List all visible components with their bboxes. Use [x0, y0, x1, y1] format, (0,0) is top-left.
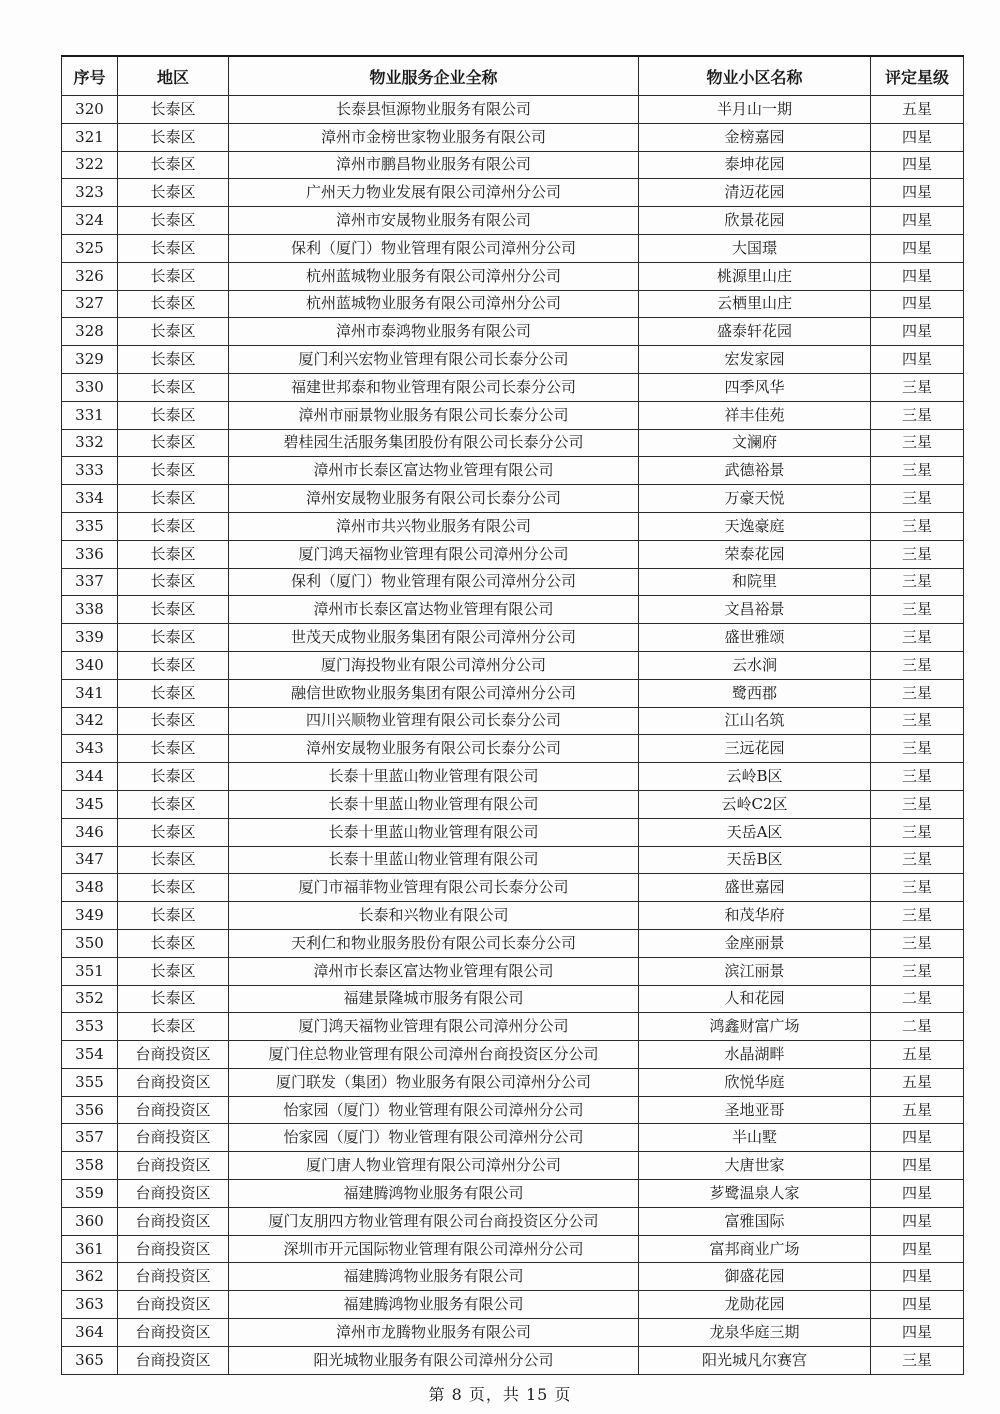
cell-community-name: 宏发家园: [639, 346, 871, 374]
cell-region: 长泰区: [118, 429, 229, 457]
cell-star-rating: 三星: [871, 707, 964, 735]
cell-star-rating: 三星: [871, 540, 964, 568]
cell-company-name: 漳州市共兴物业服务有限公司: [229, 512, 639, 540]
cell-region: 长泰区: [118, 457, 229, 485]
cell-community-name: 天岳B区: [639, 846, 871, 874]
cell-community-name: 人和花园: [639, 985, 871, 1013]
cell-serial-number: 346: [62, 818, 118, 846]
cell-community-name: 桃源里山庄: [639, 262, 871, 290]
cell-star-rating: 四星: [871, 1235, 964, 1263]
header-region: 地区: [118, 56, 229, 96]
cell-region: 长泰区: [118, 846, 229, 874]
cell-serial-number: 339: [62, 624, 118, 652]
cell-community-name: 阳光城凡尔赛宫: [639, 1346, 871, 1374]
cell-region: 台商投资区: [118, 1180, 229, 1208]
cell-community-name: 龙泉华庭三期: [639, 1319, 871, 1347]
table-header: [62, 56, 964, 96]
table-row: [62, 957, 964, 985]
cell-star-rating: 五星: [871, 96, 964, 124]
cell-region: 长泰区: [118, 96, 229, 124]
cell-serial-number: 357: [62, 1124, 118, 1152]
table-row: [62, 1180, 964, 1208]
cell-serial-number: 320: [62, 96, 118, 124]
cell-company-name: 厦门海投物业有限公司漳州分公司: [229, 651, 639, 679]
cell-region: 长泰区: [118, 707, 229, 735]
cell-community-name: 半月山一期: [639, 96, 871, 124]
cell-region: 台商投资区: [118, 1068, 229, 1096]
cell-star-rating: 四星: [871, 1291, 964, 1319]
cell-serial-number: 321: [62, 123, 118, 151]
cell-region: 长泰区: [118, 985, 229, 1013]
cell-community-name: 欣悦华庭: [639, 1068, 871, 1096]
cell-community-name: 盛泰轩花园: [639, 318, 871, 346]
cell-company-name: 怡家园（厦门）物业管理有限公司漳州分公司: [229, 1124, 639, 1152]
cell-community-name: 金座丽景: [639, 929, 871, 957]
table-row: [62, 679, 964, 707]
star-rating-table: [61, 55, 964, 1375]
cell-community-name: 祥丰佳苑: [639, 401, 871, 429]
cell-community-name: 文澜府: [639, 429, 871, 457]
cell-community-name: 武德裕景: [639, 457, 871, 485]
table-row: [62, 429, 964, 457]
cell-community-name: 大唐世家: [639, 1152, 871, 1180]
cell-serial-number: 343: [62, 735, 118, 763]
cell-community-name: 云岭C2区: [639, 790, 871, 818]
cell-serial-number: 329: [62, 346, 118, 374]
cell-community-name: 泰坤花园: [639, 151, 871, 179]
table-row: [62, 1152, 964, 1180]
cell-star-rating: 五星: [871, 1068, 964, 1096]
cell-company-name: 漳州安晟物业服务有限公司长泰分公司: [229, 735, 639, 763]
cell-serial-number: 337: [62, 568, 118, 596]
cell-company-name: 杭州蓝城物业服务有限公司漳州分公司: [229, 262, 639, 290]
cell-region: 长泰区: [118, 540, 229, 568]
cell-star-rating: 四星: [871, 151, 964, 179]
cell-serial-number: 345: [62, 790, 118, 818]
cell-serial-number: 354: [62, 1041, 118, 1069]
cell-star-rating: 三星: [871, 457, 964, 485]
cell-serial-number: 360: [62, 1207, 118, 1235]
cell-region: 台商投资区: [118, 1235, 229, 1263]
cell-community-name: 荣泰花园: [639, 540, 871, 568]
table-row: [62, 846, 964, 874]
cell-star-rating: 三星: [871, 651, 964, 679]
cell-company-name: 厦门鸿天福物业管理有限公司漳州分公司: [229, 1013, 639, 1041]
cell-region: 长泰区: [118, 596, 229, 624]
cell-company-name: 漳州市丽景物业服务有限公司长泰分公司: [229, 401, 639, 429]
cell-region: 长泰区: [118, 1013, 229, 1041]
cell-region: 长泰区: [118, 735, 229, 763]
cell-company-name: 漳州市安晟物业服务有限公司: [229, 207, 639, 235]
cell-community-name: 三远花园: [639, 735, 871, 763]
cell-company-name: 杭州蓝城物业服务有限公司漳州分公司: [229, 290, 639, 318]
cell-star-rating: 三星: [871, 763, 964, 791]
cell-community-name: 和茂华府: [639, 902, 871, 930]
cell-company-name: 深圳市开元国际物业管理有限公司漳州分公司: [229, 1235, 639, 1263]
cell-serial-number: 365: [62, 1346, 118, 1374]
cell-star-rating: 三星: [871, 679, 964, 707]
cell-star-rating: 四星: [871, 1319, 964, 1347]
cell-region: 长泰区: [118, 651, 229, 679]
cell-star-rating: 四星: [871, 262, 964, 290]
cell-serial-number: 324: [62, 207, 118, 235]
cell-serial-number: 328: [62, 318, 118, 346]
table-row: [62, 485, 964, 513]
table-row: [62, 790, 964, 818]
table-body: [62, 96, 964, 1375]
cell-region: 台商投资区: [118, 1152, 229, 1180]
table-row: [62, 735, 964, 763]
cell-serial-number: 364: [62, 1319, 118, 1347]
cell-serial-number: 350: [62, 929, 118, 957]
cell-region: 长泰区: [118, 234, 229, 262]
table-row: [62, 1207, 964, 1235]
table-row: [62, 373, 964, 401]
cell-serial-number: 356: [62, 1096, 118, 1124]
table-row: [62, 1041, 964, 1069]
cell-community-name: 云栖里山庄: [639, 290, 871, 318]
cell-company-name: 融信世欧物业服务集团有限公司漳州分公司: [229, 679, 639, 707]
cell-serial-number: 358: [62, 1152, 118, 1180]
table-row: [62, 401, 964, 429]
table-row: [62, 318, 964, 346]
cell-region: 长泰区: [118, 262, 229, 290]
table-row: [62, 179, 964, 207]
table-row: [62, 874, 964, 902]
cell-serial-number: 342: [62, 707, 118, 735]
table-row: [62, 346, 964, 374]
table-row: [62, 290, 964, 318]
table-row: [62, 96, 964, 124]
cell-company-name: 厦门鸿天福物业管理有限公司漳州分公司: [229, 540, 639, 568]
table-row: [62, 262, 964, 290]
cell-region: 长泰区: [118, 318, 229, 346]
cell-community-name: 御盛花园: [639, 1263, 871, 1291]
table-row: [62, 707, 964, 735]
table-row: [62, 596, 964, 624]
cell-community-name: 和院里: [639, 568, 871, 596]
cell-star-rating: 三星: [871, 929, 964, 957]
cell-company-name: 广州天力物业发展有限公司漳州分公司: [229, 179, 639, 207]
cell-serial-number: 347: [62, 846, 118, 874]
table-row: [62, 151, 964, 179]
cell-serial-number: 322: [62, 151, 118, 179]
cell-star-rating: 四星: [871, 1152, 964, 1180]
cell-serial-number: 344: [62, 763, 118, 791]
cell-company-name: 怡家园（厦门）物业管理有限公司漳州分公司: [229, 1096, 639, 1124]
cell-serial-number: 363: [62, 1291, 118, 1319]
cell-community-name: 水晶湖畔: [639, 1041, 871, 1069]
cell-community-name: 富雅国际: [639, 1207, 871, 1235]
cell-star-rating: 二星: [871, 985, 964, 1013]
cell-region: 长泰区: [118, 346, 229, 374]
cell-community-name: 鹭西郡: [639, 679, 871, 707]
cell-serial-number: 362: [62, 1263, 118, 1291]
cell-star-rating: 四星: [871, 1124, 964, 1152]
cell-community-name: 金榜嘉园: [639, 123, 871, 151]
cell-community-name: 清迈花园: [639, 179, 871, 207]
cell-company-name: 天利仁和物业服务股份有限公司长泰分公司: [229, 929, 639, 957]
header-company-name: 物业服务企业全称: [229, 56, 639, 96]
table-row: [62, 902, 964, 930]
cell-community-name: 滨江丽景: [639, 957, 871, 985]
page-number-footer: 第 8 页，共 15 页: [428, 1385, 572, 1404]
cell-region: 长泰区: [118, 179, 229, 207]
cell-star-rating: 三星: [871, 790, 964, 818]
cell-company-name: 福建腾鸿物业服务有限公司: [229, 1291, 639, 1319]
header-row: [62, 56, 964, 96]
cell-community-name: 芗鹭温泉人家: [639, 1180, 871, 1208]
cell-star-rating: 五星: [871, 1096, 964, 1124]
cell-company-name: 福建世邦泰和物业管理有限公司长泰分公司: [229, 373, 639, 401]
cell-serial-number: 352: [62, 985, 118, 1013]
cell-company-name: 长泰十里蓝山物业管理有限公司: [229, 818, 639, 846]
table-row: [62, 1013, 964, 1041]
cell-serial-number: 351: [62, 957, 118, 985]
table-row: [62, 985, 964, 1013]
cell-star-rating: 三星: [871, 846, 964, 874]
cell-community-name: 天逸豪庭: [639, 512, 871, 540]
cell-company-name: 长泰和兴物业有限公司: [229, 902, 639, 930]
cell-community-name: 半山墅: [639, 1124, 871, 1152]
cell-serial-number: 333: [62, 457, 118, 485]
cell-company-name: 保利（厦门）物业管理有限公司漳州分公司: [229, 234, 639, 262]
cell-community-name: 文昌裕景: [639, 596, 871, 624]
cell-company-name: 长泰十里蓝山物业管理有限公司: [229, 846, 639, 874]
cell-community-name: 大国璟: [639, 234, 871, 262]
cell-region: 长泰区: [118, 929, 229, 957]
table-row: [62, 1235, 964, 1263]
cell-region: 长泰区: [118, 790, 229, 818]
cell-company-name: 厦门住总物业管理有限公司漳州台商投资区分公司: [229, 1041, 639, 1069]
cell-company-name: 长泰十里蓝山物业管理有限公司: [229, 790, 639, 818]
cell-region: 长泰区: [118, 763, 229, 791]
header-community-name: 物业小区名称: [639, 56, 871, 96]
cell-star-rating: 四星: [871, 1180, 964, 1208]
cell-company-name: 漳州安晟物业服务有限公司长泰分公司: [229, 485, 639, 513]
cell-star-rating: 四星: [871, 234, 964, 262]
cell-company-name: 厦门唐人物业管理有限公司漳州分公司: [229, 1152, 639, 1180]
cell-region: 台商投资区: [118, 1319, 229, 1347]
cell-region: 长泰区: [118, 679, 229, 707]
cell-company-name: 漳州市金榜世家物业服务有限公司: [229, 123, 639, 151]
cell-community-name: 四季风华: [639, 373, 871, 401]
cell-community-name: 江山名筑: [639, 707, 871, 735]
cell-community-name: 圣地亚哥: [639, 1096, 871, 1124]
cell-serial-number: 355: [62, 1068, 118, 1096]
cell-company-name: 厦门市福菲物业管理有限公司长泰分公司: [229, 874, 639, 902]
cell-company-name: 长泰县恒源物业服务有限公司: [229, 96, 639, 124]
cell-community-name: 云水涧: [639, 651, 871, 679]
cell-community-name: 天岳A区: [639, 818, 871, 846]
table-row: [62, 123, 964, 151]
cell-serial-number: 353: [62, 1013, 118, 1041]
cell-star-rating: 五星: [871, 1041, 964, 1069]
cell-company-name: 漳州市泰鸿物业服务有限公司: [229, 318, 639, 346]
cell-company-name: 厦门联发（集团）物业服务有限公司漳州分公司: [229, 1068, 639, 1096]
cell-star-rating: 三星: [871, 957, 964, 985]
table-row: [62, 624, 964, 652]
cell-region: 长泰区: [118, 818, 229, 846]
cell-region: 台商投资区: [118, 1291, 229, 1319]
cell-serial-number: 359: [62, 1180, 118, 1208]
cell-region: 长泰区: [118, 624, 229, 652]
table-row: [62, 929, 964, 957]
table-row: [62, 763, 964, 791]
cell-company-name: 漳州市长泰区富达物业管理有限公司: [229, 596, 639, 624]
table-row: [62, 1291, 964, 1319]
table-row: [62, 207, 964, 235]
cell-company-name: 四川兴顺物业管理有限公司长泰分公司: [229, 707, 639, 735]
cell-serial-number: 361: [62, 1235, 118, 1263]
cell-serial-number: 326: [62, 262, 118, 290]
cell-star-rating: 三星: [871, 874, 964, 902]
table-row: [62, 1096, 964, 1124]
cell-region: 长泰区: [118, 373, 229, 401]
cell-star-rating: 三星: [871, 1346, 964, 1374]
cell-star-rating: 四星: [871, 290, 964, 318]
cell-serial-number: 325: [62, 234, 118, 262]
table-row: [62, 234, 964, 262]
cell-region: 长泰区: [118, 151, 229, 179]
cell-star-rating: 三星: [871, 596, 964, 624]
cell-company-name: 世茂天成物业服务集团有限公司漳州分公司: [229, 624, 639, 652]
cell-community-name: 云岭B区: [639, 763, 871, 791]
cell-region: 长泰区: [118, 902, 229, 930]
cell-serial-number: 332: [62, 429, 118, 457]
table-row: [62, 512, 964, 540]
cell-company-name: 漳州市长泰区富达物业管理有限公司: [229, 457, 639, 485]
table-row: [62, 568, 964, 596]
cell-company-name: 福建景隆城市服务有限公司: [229, 985, 639, 1013]
cell-company-name: 碧桂园生活服务集团股份有限公司长泰分公司: [229, 429, 639, 457]
cell-serial-number: 341: [62, 679, 118, 707]
cell-region: 长泰区: [118, 207, 229, 235]
cell-star-rating: 三星: [871, 735, 964, 763]
cell-serial-number: 323: [62, 179, 118, 207]
cell-star-rating: 三星: [871, 429, 964, 457]
cell-star-rating: 三星: [871, 485, 964, 513]
cell-star-rating: 四星: [871, 318, 964, 346]
table-row: [62, 1263, 964, 1291]
cell-company-name: 漳州市鹏昌物业服务有限公司: [229, 151, 639, 179]
cell-region: 台商投资区: [118, 1346, 229, 1374]
cell-star-rating: 四星: [871, 346, 964, 374]
cell-region: 台商投资区: [118, 1124, 229, 1152]
cell-company-name: 保利（厦门）物业管理有限公司漳州分公司: [229, 568, 639, 596]
cell-company-name: 长泰十里蓝山物业管理有限公司: [229, 763, 639, 791]
cell-star-rating: 三星: [871, 512, 964, 540]
cell-star-rating: 二星: [871, 1013, 964, 1041]
cell-community-name: 盛世雅颂: [639, 624, 871, 652]
cell-serial-number: 340: [62, 651, 118, 679]
cell-star-rating: 四星: [871, 179, 964, 207]
cell-company-name: 厦门利兴宏物业管理有限公司长泰分公司: [229, 346, 639, 374]
cell-region: 台商投资区: [118, 1096, 229, 1124]
cell-star-rating: 四星: [871, 1207, 964, 1235]
cell-serial-number: 336: [62, 540, 118, 568]
table-row: [62, 1346, 964, 1374]
cell-region: 台商投资区: [118, 1041, 229, 1069]
cell-company-name: 福建腾鸿物业服务有限公司: [229, 1263, 639, 1291]
cell-serial-number: 349: [62, 902, 118, 930]
cell-star-rating: 四星: [871, 1263, 964, 1291]
cell-region: 长泰区: [118, 874, 229, 902]
cell-serial-number: 338: [62, 596, 118, 624]
header-star-rating: 评定星级: [871, 56, 964, 96]
cell-serial-number: 335: [62, 512, 118, 540]
cell-community-name: 万豪天悦: [639, 485, 871, 513]
table-row: [62, 540, 964, 568]
cell-region: 长泰区: [118, 485, 229, 513]
table-row: [62, 1068, 964, 1096]
cell-company-name: 阳光城物业服务有限公司漳州分公司: [229, 1346, 639, 1374]
cell-region: 长泰区: [118, 568, 229, 596]
cell-serial-number: 330: [62, 373, 118, 401]
cell-community-name: 盛世嘉园: [639, 874, 871, 902]
cell-serial-number: 348: [62, 874, 118, 902]
cell-community-name: 富邦商业广场: [639, 1235, 871, 1263]
cell-star-rating: 三星: [871, 624, 964, 652]
cell-region: 长泰区: [118, 290, 229, 318]
cell-star-rating: 三星: [871, 401, 964, 429]
cell-community-name: 龙勋花园: [639, 1291, 871, 1319]
cell-company-name: 厦门友朋四方物业管理有限公司台商投资区分公司: [229, 1207, 639, 1235]
cell-community-name: 欣景花园: [639, 207, 871, 235]
cell-serial-number: 334: [62, 485, 118, 513]
cell-region: 长泰区: [118, 401, 229, 429]
table-row: [62, 457, 964, 485]
cell-star-rating: 三星: [871, 902, 964, 930]
cell-region: 长泰区: [118, 123, 229, 151]
cell-region: 长泰区: [118, 957, 229, 985]
cell-star-rating: 四星: [871, 123, 964, 151]
cell-star-rating: 三星: [871, 568, 964, 596]
cell-company-name: 漳州市长泰区富达物业管理有限公司: [229, 957, 639, 985]
table-row: [62, 1124, 964, 1152]
cell-star-rating: 四星: [871, 207, 964, 235]
cell-community-name: 鸿鑫财富广场: [639, 1013, 871, 1041]
cell-star-rating: 三星: [871, 373, 964, 401]
cell-serial-number: 331: [62, 401, 118, 429]
cell-region: 台商投资区: [118, 1263, 229, 1291]
cell-region: 长泰区: [118, 512, 229, 540]
cell-serial-number: 327: [62, 290, 118, 318]
table-row: [62, 1319, 964, 1347]
cell-company-name: 漳州市龙腾物业服务有限公司: [229, 1319, 639, 1347]
table-row: [62, 818, 964, 846]
header-serial-number: 序号: [62, 56, 118, 96]
cell-star-rating: 三星: [871, 818, 964, 846]
cell-company-name: 福建腾鸿物业服务有限公司: [229, 1180, 639, 1208]
table-row: [62, 651, 964, 679]
cell-region: 台商投资区: [118, 1207, 229, 1235]
